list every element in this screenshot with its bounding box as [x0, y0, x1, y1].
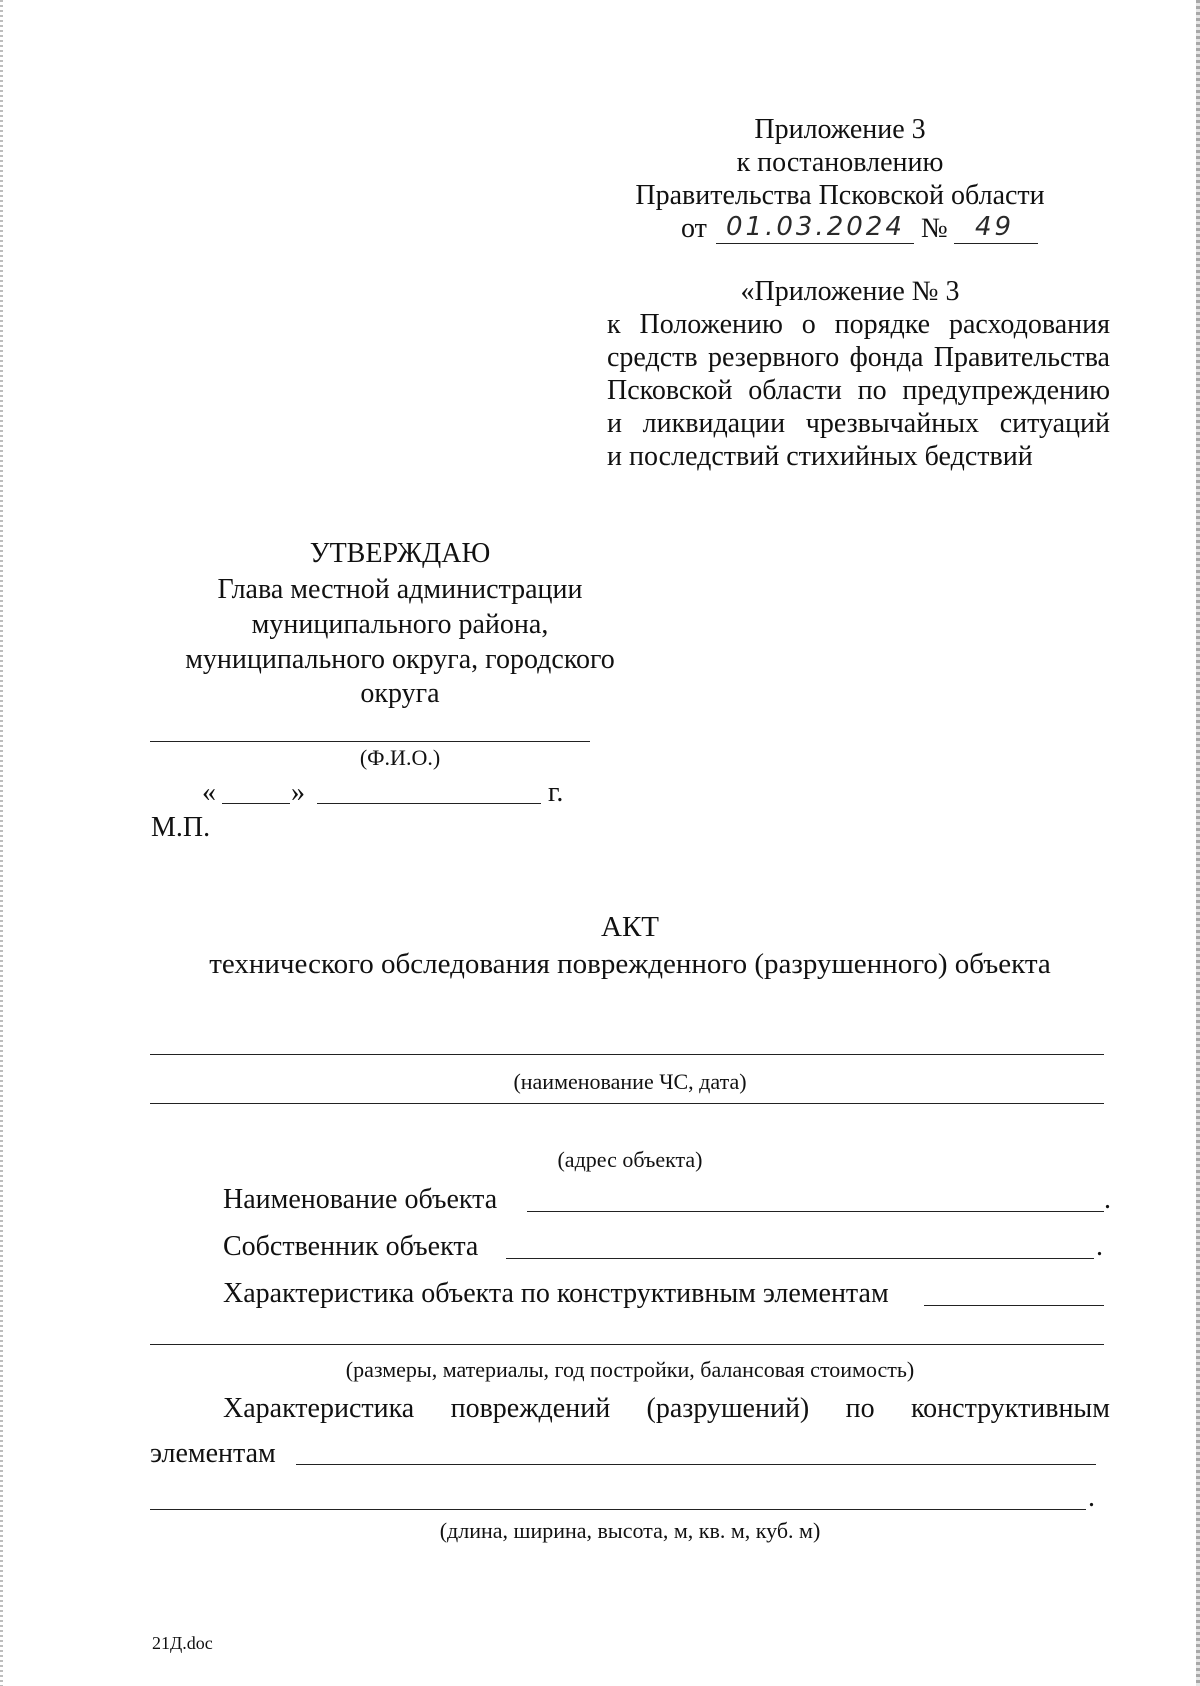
scan-edge-left	[0, 0, 3, 1686]
owner-period: .	[1096, 1231, 1103, 1262]
characteristics-caption: (размеры, материалы, год постройки, балансовая стоимость)	[345, 1357, 915, 1382]
government-label: Правительства Псковской области	[635, 180, 1045, 211]
approval-line-4: округа	[360, 678, 440, 709]
date-quote-close: »	[291, 777, 305, 808]
emergency-caption: (наименование ЧС, дата)	[513, 1069, 747, 1094]
handwritten-date: 01.03.2024	[726, 212, 905, 242]
word: Псковской	[607, 375, 733, 406]
word: по	[857, 375, 887, 406]
word: области	[748, 375, 842, 406]
handwritten-number: 49	[975, 212, 1015, 242]
regulation-line-5: и последствий стихийных бедствий	[607, 441, 1033, 472]
owner-label: Собственник объекта	[223, 1231, 479, 1262]
word: ликвидации	[642, 408, 786, 439]
dimensions-period: .	[1088, 1482, 1095, 1513]
number-underline	[954, 243, 1038, 244]
act-subtitle: технического обследования поврежденного (разрушенного) объекта	[209, 948, 1051, 980]
act-title: АКТ	[601, 911, 659, 943]
characteristics-label: Характеристика объекта по конструктивным элементам	[223, 1278, 889, 1309]
date-underline	[716, 243, 914, 244]
file-name: 21Д.doc	[152, 1633, 213, 1653]
year-suffix: г.	[548, 777, 564, 808]
word: Правительства	[933, 342, 1110, 373]
word: по	[845, 1393, 875, 1424]
damage-line	[223, 1395, 1110, 1423]
fio-underline	[150, 741, 590, 742]
fio-caption: (Ф.И.О.)	[359, 745, 441, 770]
elements-label: элементам	[150, 1438, 276, 1469]
word: конструктивным	[910, 1393, 1110, 1424]
word: фонда	[849, 342, 924, 373]
approval-line-1: Глава местной администрации	[217, 574, 583, 605]
number-label: №	[921, 213, 948, 244]
approval-title: УТВЕРЖДАЮ	[309, 538, 491, 569]
word: к	[607, 309, 621, 340]
word: резервного	[707, 342, 840, 373]
word: средств	[607, 342, 698, 373]
object-name-period: .	[1104, 1184, 1111, 1215]
resolution-label: к постановлению	[736, 147, 944, 178]
elements-underline	[296, 1464, 1096, 1465]
approval-line-3: муниципального округа, городского	[185, 644, 615, 675]
emergency-underline	[150, 1054, 1104, 1055]
date-quote-open: «	[202, 777, 216, 808]
word: Характеристика	[223, 1393, 415, 1424]
dimensions-underline	[150, 1509, 1086, 1510]
word: чрезвычайных	[805, 408, 980, 439]
regulation-appendix: «Приложение № 3	[740, 276, 960, 307]
regulation-line-3	[607, 377, 1110, 405]
dimensions-caption: (длина, ширина, высота, м, кв. м, куб. м)	[439, 1518, 821, 1543]
appendix-number: Приложение 3	[754, 114, 926, 145]
word: повреждений	[450, 1393, 611, 1424]
address-caption: (адрес объекта)	[557, 1147, 703, 1172]
approval-line-2: муниципального района,	[251, 609, 549, 640]
word: и	[607, 408, 622, 439]
regulation-line-2	[607, 344, 1110, 372]
word: (разрушений)	[646, 1393, 810, 1424]
regulation-line-4	[607, 410, 1110, 438]
characteristics-underline-inline	[924, 1305, 1104, 1306]
scan-edge-right	[1196, 0, 1200, 1686]
stamp-label: М.П.	[151, 812, 211, 843]
word: о	[801, 309, 816, 340]
word: порядке	[834, 309, 931, 340]
month-underline	[317, 803, 541, 804]
object-name-underline	[527, 1211, 1104, 1212]
address-underline	[150, 1103, 1104, 1104]
date-from-label: от	[681, 213, 707, 244]
word: ситуаций	[999, 408, 1110, 439]
word: Положению	[639, 309, 783, 340]
regulation-line-1	[607, 311, 1110, 339]
owner-underline	[506, 1258, 1094, 1259]
characteristics-underline-full	[150, 1344, 1104, 1345]
word: предупреждению	[902, 375, 1110, 406]
object-name-label: Наименование объекта	[223, 1184, 498, 1215]
word: расходования	[948, 309, 1110, 340]
day-underline	[222, 803, 290, 804]
